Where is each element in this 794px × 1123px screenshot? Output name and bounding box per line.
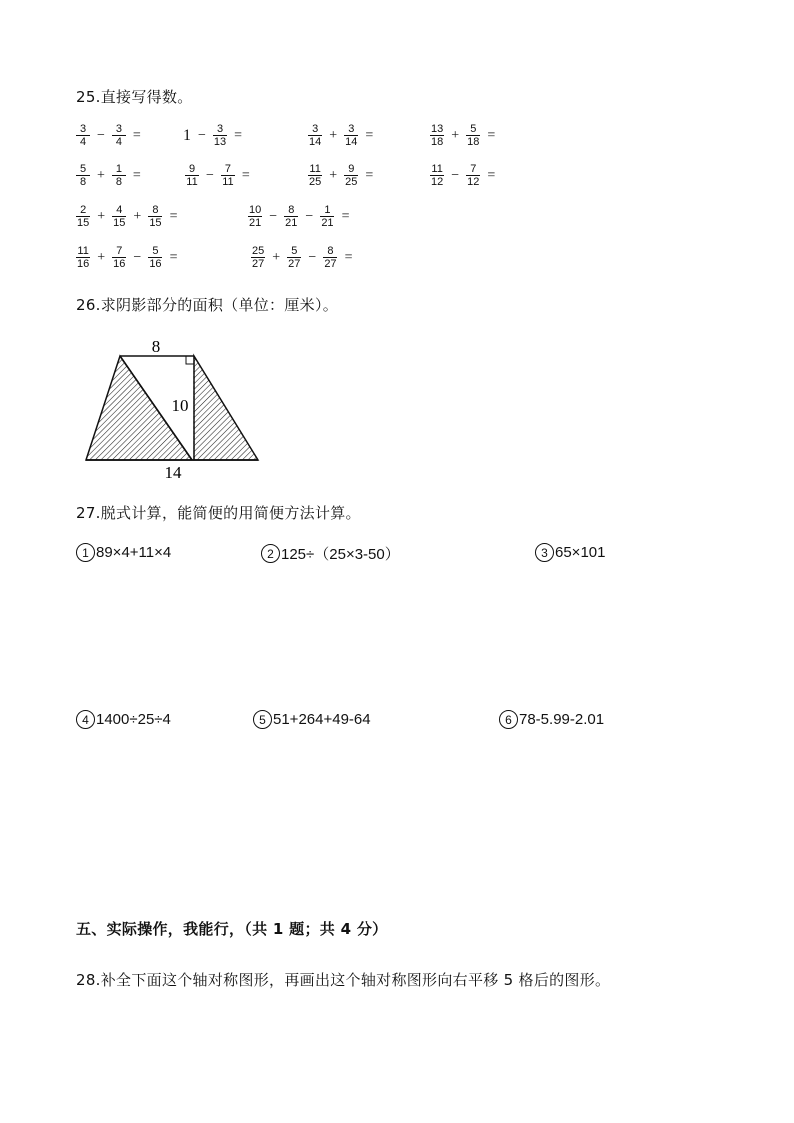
numerator: 7 <box>112 245 126 258</box>
denominator: 15 <box>113 217 126 229</box>
numerator: 3 <box>344 123 358 136</box>
calc-problem-4: 4 1400÷25÷4 <box>76 710 171 729</box>
circled-number: 4 <box>76 710 95 729</box>
denominator: 15 <box>77 217 90 229</box>
fraction-expression <box>246 204 354 229</box>
fraction <box>112 245 126 270</box>
denominator: 16 <box>113 258 126 270</box>
numerator: 9 <box>344 163 358 176</box>
numerator: 3 <box>112 123 126 136</box>
operator: = <box>341 208 350 224</box>
circled-number: 2 <box>261 544 280 563</box>
circled-number: 6 <box>499 710 518 729</box>
numerator: 7 <box>466 163 480 176</box>
operator: = <box>132 127 141 143</box>
fraction-expression <box>428 163 500 188</box>
circled-number: 1 <box>76 543 95 562</box>
denominator: 21 <box>249 217 262 229</box>
denominator: 11 <box>186 176 198 188</box>
operator: − <box>97 127 105 143</box>
fraction <box>76 163 90 188</box>
fraction <box>308 123 322 148</box>
denominator: 27 <box>288 258 301 270</box>
numerator: 25 <box>252 245 265 257</box>
numerator: 11 <box>77 245 89 257</box>
circled-number: 5 <box>253 710 272 729</box>
numerator: 5 <box>76 163 90 176</box>
fraction <box>248 204 262 229</box>
denominator: 21 <box>321 217 334 229</box>
operator: − <box>269 208 278 224</box>
fraction <box>251 245 265 270</box>
fraction-expression <box>183 163 255 188</box>
numerator: 8 <box>284 204 298 217</box>
denominator: 16 <box>149 258 162 270</box>
denominator: 8 <box>79 176 87 188</box>
denominator: 15 <box>149 217 162 229</box>
numerator: 8 <box>323 245 337 258</box>
numerator: 10 <box>249 204 262 216</box>
fraction-expression <box>306 123 378 148</box>
fraction <box>344 123 358 148</box>
operator: + <box>451 127 460 143</box>
denominator: 25 <box>345 176 358 188</box>
calc-problem-1: 1 89×4+11×4 <box>76 543 171 562</box>
operator: + <box>329 127 338 143</box>
fraction <box>344 163 358 188</box>
operator: − <box>206 167 214 183</box>
shaded-trapezoid-figure <box>70 332 270 482</box>
denominator: 12 <box>431 176 444 188</box>
operator: = <box>132 167 141 183</box>
calc-problem-3: 3 65×101 <box>535 543 605 562</box>
fraction <box>430 163 444 188</box>
denominator: 14 <box>309 136 322 148</box>
denominator: 13 <box>213 136 227 148</box>
fraction-expression <box>74 204 182 229</box>
calc-problem-2: 2 125÷（25×3-50） <box>261 543 400 564</box>
fraction-expression <box>74 123 146 148</box>
numerator: 4 <box>112 204 126 217</box>
operator: − <box>305 208 314 224</box>
numerator: 5 <box>148 245 162 258</box>
fraction-expression <box>306 163 378 188</box>
denominator: 18 <box>467 136 480 148</box>
section-5-heading: 五、实际操作，我能行，（共 1 题；共 4 分） <box>76 920 388 938</box>
whole-number: 1 <box>183 126 191 144</box>
operator: + <box>97 208 106 224</box>
fraction <box>76 204 90 229</box>
fraction <box>112 163 126 188</box>
circled-number: 3 <box>535 543 554 562</box>
fraction <box>320 204 334 229</box>
numerator: 13 <box>431 123 444 135</box>
numerator: 3 <box>76 123 90 136</box>
denominator: 11 <box>222 176 234 188</box>
operator: + <box>329 167 338 183</box>
numerator: 11 <box>309 163 321 175</box>
q28-title: 28.补全下面这个轴对称图形，再画出这个轴对称图形向右平移 5 格后的图形。 <box>76 971 611 989</box>
denominator: 27 <box>324 258 337 270</box>
numerator: 11 <box>431 163 443 175</box>
operator: − <box>308 249 317 265</box>
bottom-base-label: 14 <box>164 463 182 482</box>
numerator: 1 <box>112 163 126 176</box>
operator: = <box>487 127 496 143</box>
numerator: 7 <box>221 163 235 176</box>
operator: = <box>169 208 178 224</box>
calc-problem-6: 6 78-5.99-2.01 <box>499 710 604 729</box>
fraction-expression <box>249 245 357 270</box>
operator: − <box>198 127 206 143</box>
numerator: 9 <box>185 163 199 176</box>
denominator: 25 <box>309 176 322 188</box>
denominator: 18 <box>431 136 444 148</box>
fraction <box>308 163 322 188</box>
numerator: 1 <box>320 204 334 217</box>
operator: − <box>451 167 460 183</box>
fraction <box>76 245 90 270</box>
fraction <box>112 204 126 229</box>
operator: = <box>487 167 496 183</box>
denominator: 12 <box>467 176 480 188</box>
denominator: 8 <box>115 176 122 188</box>
operator: = <box>365 167 374 183</box>
fraction <box>112 123 126 148</box>
fraction <box>213 123 227 148</box>
operator: = <box>344 249 353 265</box>
fraction <box>185 163 199 188</box>
fraction <box>284 204 298 229</box>
fraction <box>76 123 90 148</box>
top-base-label: 8 <box>151 337 161 356</box>
fraction-expression <box>74 163 146 188</box>
operator: − <box>133 249 142 265</box>
q26-title: 26.求阴影部分的面积（单位：厘米）。 <box>76 296 339 314</box>
operator: = <box>169 249 178 265</box>
numerator: 3 <box>213 123 227 136</box>
fraction <box>466 163 480 188</box>
denominator: 4 <box>115 136 122 148</box>
right-shaded-triangle <box>194 356 258 460</box>
numerator: 3 <box>308 123 322 136</box>
operator: + <box>272 249 281 265</box>
fraction-expression <box>183 123 247 148</box>
q25-title: 25.直接写得数。 <box>76 88 193 106</box>
numerator: 8 <box>148 204 162 217</box>
operator: = <box>234 127 243 143</box>
denominator: 16 <box>77 258 90 270</box>
denominator: 4 <box>79 136 87 148</box>
denominator: 21 <box>285 217 298 229</box>
fraction-expression <box>428 123 500 148</box>
numerator: 5 <box>466 123 480 136</box>
denominator: 27 <box>252 258 265 270</box>
numerator: 5 <box>287 245 301 258</box>
operator: = <box>365 127 374 143</box>
q27-title: 27.脱式计算，能简便的用简便方法计算。 <box>76 504 361 522</box>
operator: + <box>97 167 105 183</box>
calc-problem-5: 5 51+264+49-64 <box>253 710 371 729</box>
height-label: 10 <box>171 396 189 415</box>
fraction <box>148 245 162 270</box>
operator: + <box>97 249 106 265</box>
fraction <box>148 204 162 229</box>
fraction <box>323 245 337 270</box>
numerator: 2 <box>76 204 90 217</box>
operator: + <box>133 208 142 224</box>
fraction <box>430 123 444 148</box>
fraction <box>466 123 480 148</box>
fraction <box>287 245 301 270</box>
operator: = <box>241 167 250 183</box>
fraction <box>221 163 235 188</box>
denominator: 14 <box>345 136 358 148</box>
fraction-expression <box>74 245 182 270</box>
